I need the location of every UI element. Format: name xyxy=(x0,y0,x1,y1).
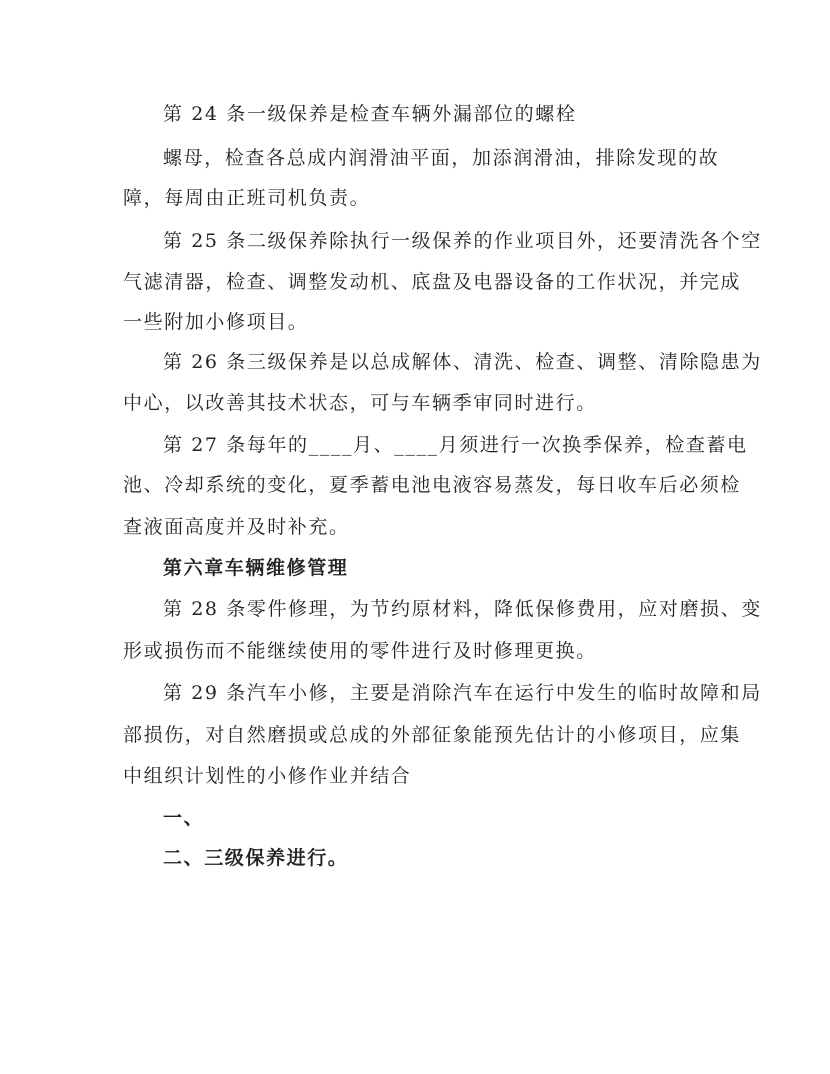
article-24-line-2: 螺母，检查各总成内润滑油平面，加添润滑油，排除发现的故 xyxy=(163,147,720,169)
article-26-line-2: 中心，以改善其技术状态，可与车辆季审同时进行。 xyxy=(123,392,597,414)
article-25-line-1: 第 25 条二级保养除执行一级保养的作业项目外，还要清洗各个空 xyxy=(163,230,762,252)
article-29-line-1: 第 29 条汽车小修，主要是消除汽车在运行中发生的临时故障和局 xyxy=(163,682,762,704)
article-27-line-2: 池、冷却系统的变化，夏季蓄电池电液容易蒸发，每日收车后必须检 xyxy=(123,474,742,496)
list-item-one: 一、 xyxy=(163,807,205,829)
article-26-line-1: 第 26 条三级保养是以总成解体、清洗、检查、调整、清除隐患为 xyxy=(163,351,762,373)
article-28-line-2: 形或损伤而不能继续使用的零件进行及时修理更换。 xyxy=(123,640,597,662)
article-28-line-1: 第 28 条零件修理，为节约原材料，降低保修费用，应对磨损、变 xyxy=(163,598,762,620)
article-25-line-3: 一些附加小修项目。 xyxy=(123,311,309,333)
article-27-line-1: 第 27 条每年的____月、____月须进行一次换季保养，检查蓄电 xyxy=(163,434,748,456)
article-27-line-3: 查液面高度并及时补充。 xyxy=(123,516,350,538)
article-24-line-3: 障，每周由正班司机负责。 xyxy=(123,187,371,209)
article-25-line-2: 气滤清器，检查、调整发动机、底盘及电器设备的工作状况，并完成 xyxy=(123,271,742,293)
chapter-heading: 第六章车辆维修管理 xyxy=(163,557,349,579)
article-24-line-1: 第 24 条一级保养是检查车辆外漏部位的螺栓 xyxy=(163,103,577,125)
article-29-line-2: 部损伤，对自然磨损或总成的外部征象能预先估计的小修项目，应集 xyxy=(123,724,742,746)
article-29-line-3: 中组织计划性的小修作业并结合 xyxy=(123,765,412,787)
list-item-two: 二、三级保养进行。 xyxy=(163,847,349,869)
